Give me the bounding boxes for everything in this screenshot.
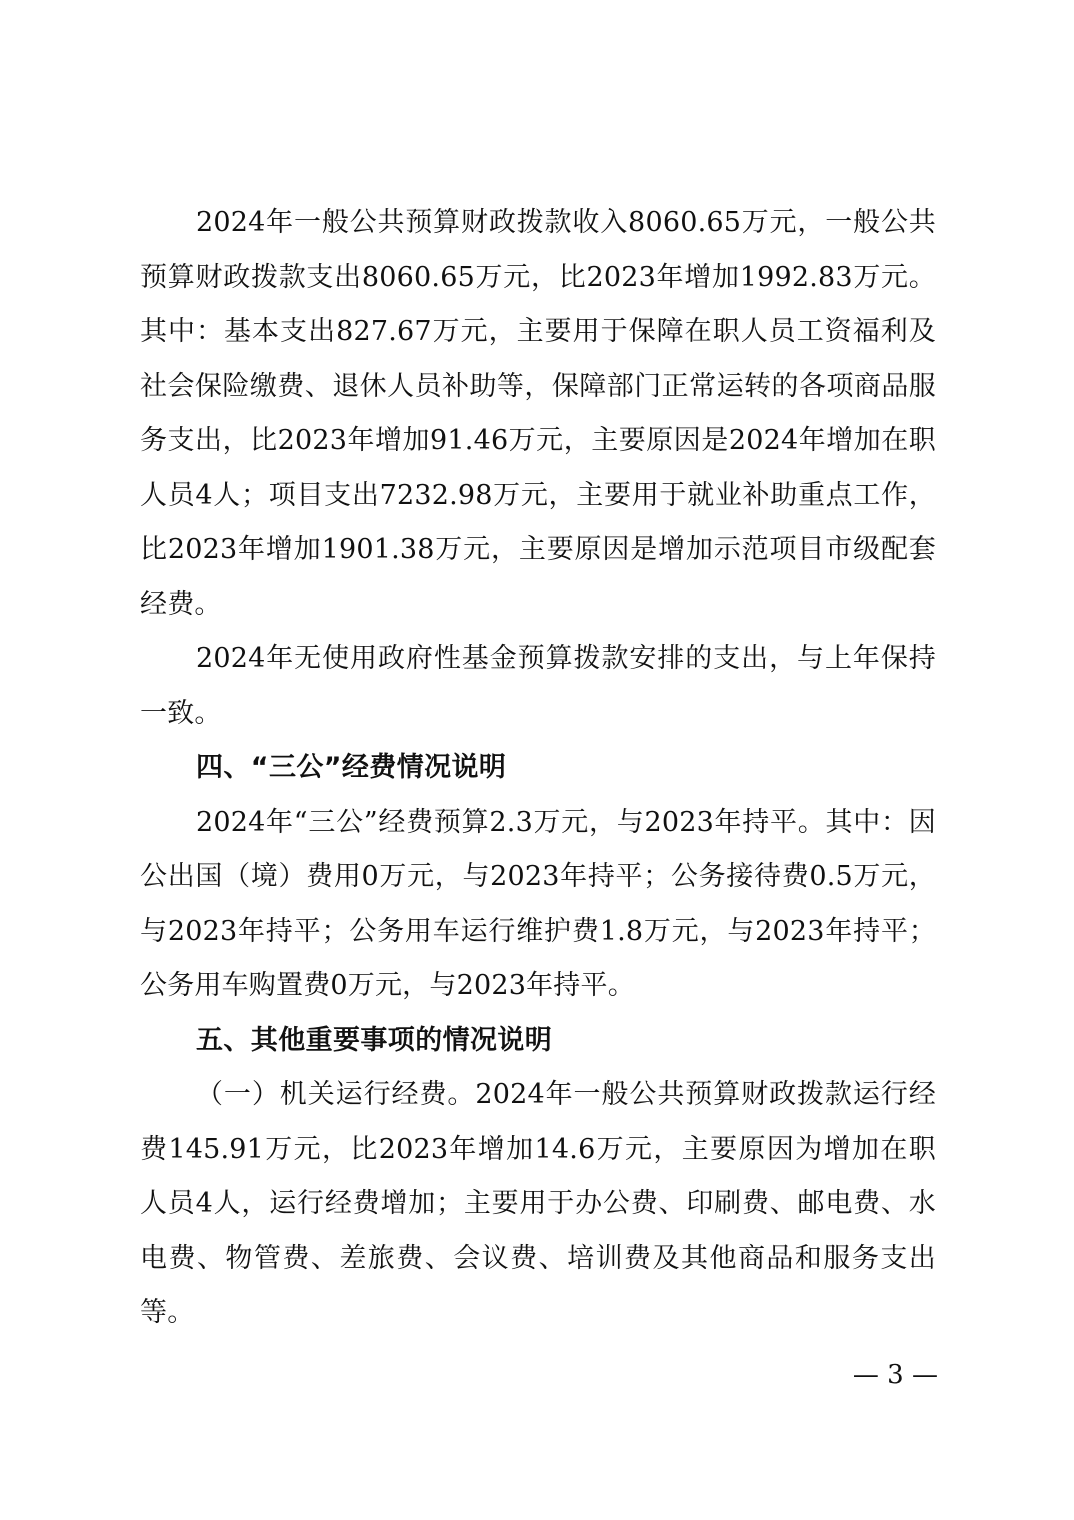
paragraph-operating-expenses: （一）机关运行经费。2024年一般公共预算财政拨款运行经费145.91万元，比2023年增加14.6万元，主要原因为增加在职人员4人，运行经费增加；主要用于办公费、印刷费、邮电费、水电费、物管费、差旅费、会议费、培训费及其他商品和服务支出等。: [140, 1079, 936, 1328]
paragraph-budget-appropriation: 2024年一般公共预算财政拨款收入8060.65万元，一般公共预算财政拨款支出8060.65万元，比2023年增加1992.83万元。其中：基本支出827.67万元，主要用于保障在职人员工资福利及社会保险缴费、退休人员补助等，保障部门正常运转的各项商品服务支出，比2023年增加91.46万元，主要原因是2024年增加在职人员4人；项目支出7232.98万元，主要用于就业补助重点工作，比2023年增加1901.38万元，主要原因是增加示范项目市级配套经费。: [140, 207, 936, 620]
paragraph-three-public-expenses: 2024年“三公”经费预算2.3万元，与2023年持平。其中：因公出国（境）费用0万元，与2023年持平；公务接待费0.5万元，与2023年持平；公务用车运行维护费1.8万元，与2023年持平；公务用车购置费0万元，与2023年持平。: [140, 806, 936, 1001]
section-heading-other-matters: 五、其他重要事项的情况说明: [196, 1024, 553, 1056]
paragraph-government-fund: 2024年无使用政府性基金预算拨款安排的支出，与上年保持一致。: [140, 643, 936, 729]
document-body: [140, 196, 936, 1341]
page-number: — 3 —: [852, 1360, 938, 1390]
section-heading-three-public: 四、“三公”经费情况说明: [196, 752, 507, 783]
